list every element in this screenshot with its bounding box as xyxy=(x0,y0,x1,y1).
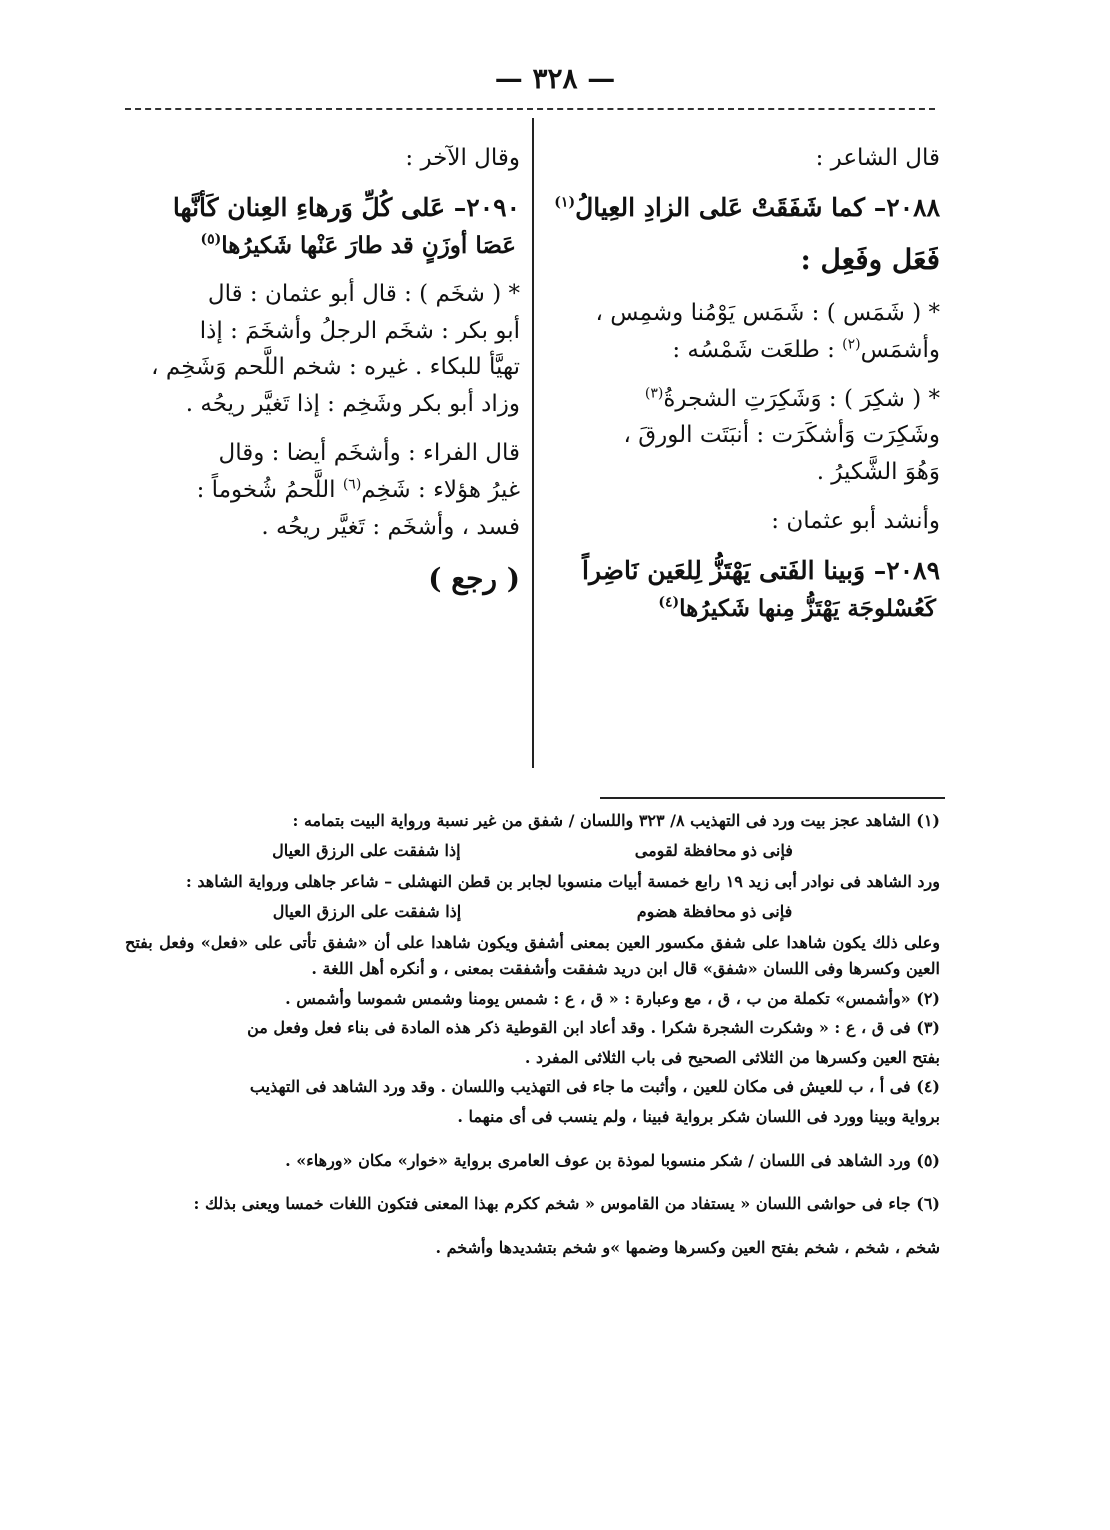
footnote-4-line2: برواية وبينا وورد فى اللسان شكر برواية فبينا ، ولم ينسب فى أى منهما . xyxy=(457,1106,940,1126)
footnote-ref-3: (٣) xyxy=(644,385,664,402)
entry-shakhem xyxy=(122,276,520,423)
footnote-ref-1: (١) xyxy=(554,194,576,211)
verse-2090 xyxy=(122,189,520,264)
section-title: فَعَل وفَعِل : xyxy=(800,243,940,277)
entry-shams-line2: وأشمَس xyxy=(860,336,940,363)
para-farra-line1: قال الفراء : وأشخَم أيضا : وقال xyxy=(218,439,520,466)
footnote-1-verse-2 xyxy=(185,899,880,925)
footnote-1-verse-d: إذا شفقت على الرزق العيال xyxy=(272,901,462,921)
footnote-gap xyxy=(125,1221,940,1235)
footnote-1-verse-a: فإنى ذو محافظة لقومى xyxy=(634,840,793,860)
entry-shams-line3: : طلعَت شَمْسُه : xyxy=(672,336,835,363)
entry-shams-line1: * ( شَمَس ) : شَمَس يَوْمُنا وشمِس ، xyxy=(595,300,940,327)
footnote-1-verse-c: فإنى ذو محافظة هضوم xyxy=(636,901,793,921)
footnote-3-line2: بفتح العين وكسرها من الثلاثى الصحيح فى باب الثلاثى المفرد . xyxy=(524,1047,940,1067)
page-number: — ٣٢٨ — xyxy=(494,62,616,95)
footnote-6-line2: شخم ، شخم ، شخم بفتح العين وكسرها وضمها »و شخم بتشديدها وأشخم . xyxy=(435,1237,940,1257)
footnote-1-line3: وعلى ذلك يكون شاهدا على شفق مكسور العين بمعنى أشفق ويكون شاهدا على أن «شفق تأتى على «فعل» وفعل بفتح العين وكسرها وفى اللسان «شفق» قال ابن دريد شفقت وأشفقت بمعنى ، و أنكره أهل اللغة . xyxy=(125,933,940,978)
footnotes xyxy=(125,808,940,1264)
para-farra-line2b: اللَّحمُ شُخوماً : xyxy=(196,476,336,503)
footnote-ref-4: (٤) xyxy=(658,595,680,612)
verse-2090-line2: عَصَا أوزَنٍ قد طارَ عَنْها شَكيرُها xyxy=(221,232,516,260)
entry-shakhem-line2: أبو بكر : شخَم الرجلُ وأشخَمَ : إذا xyxy=(199,317,520,344)
footnote-1-line2: ورد الشاهد فى نوادر أبى زيد ١٩ رابع خمسة أبيات منسوبا لجابر بن قطن النهشلى – شاعر جاهلى ورواية الشاهد : xyxy=(185,872,940,892)
footnote-ref-6: (٦) xyxy=(342,476,362,493)
entry-shakar xyxy=(548,381,940,491)
poet-intro: قال الشاعر : xyxy=(815,145,940,171)
verse-2089-line2: كَعُسْلوجَة يَهْتَزُّ مِنها شَكيرُها xyxy=(679,595,936,623)
column-divider xyxy=(532,118,534,768)
footnote-2: (٢) «وأشمس» تكملة من ب ، ق ، مع وعبارة : « ق ، ع : شمس يومنا وشمس شموسا وأشمس . xyxy=(285,988,940,1008)
footnote-4-line1: (٤) فى أ ، ب للعيش فى مكان للعين ، وأثبت ما جاء فى التهذيب واللسان . وقد ورد الشاهد فى التهذيب xyxy=(249,1077,940,1097)
poet-intro-other: وقال الآخر : xyxy=(405,145,520,171)
verse-2089-line1: ٢٠٨٩– وَبينا الفَتى يَهْتَزُّ لِلعَين نَاضِراً xyxy=(582,555,940,585)
footnote-gap xyxy=(125,1134,940,1148)
verse-2088-text: ٢٠٨٨– كما شَفَقَتْ عَلى الزادِ العِيالُ xyxy=(575,192,940,222)
para-farra xyxy=(122,435,520,545)
poet-intro-2: وأنشد أبو عثمان : xyxy=(771,508,940,535)
footnote-ref-5: (٥) xyxy=(200,231,222,248)
para-farra-line2: غيرُ هؤلاء : شَخِم xyxy=(361,476,520,503)
entry-shakhem-line3: تهيَّأ للبكاء . غيره : شخم اللَّحم وَشَخِم ، xyxy=(151,354,520,381)
entry-shakar-line1: * ( شكِرَ ) : وَشَكِرَتِ الشجرةُ xyxy=(663,385,940,412)
entry-shams xyxy=(548,295,940,369)
footnote-1-verse-b: إذا شفقت على الرزق العيال xyxy=(272,840,461,860)
entry-shakar-line2: وشَكِرَت وَأشكَرَت : أنبَتَت الورقَ ، xyxy=(623,422,940,449)
entry-shakhem-line1: * ( شخَم ) : قال أبو عثمان : قال xyxy=(207,280,520,307)
header-rule xyxy=(125,108,935,110)
footnote-rule xyxy=(600,797,945,799)
footnote-1-verse-1 xyxy=(185,838,880,864)
right-column xyxy=(548,140,940,639)
verse-2090-line1: ٢٠٩٠– عَلى كُلِّ وَرهاءِ العِنان كَأنَّها xyxy=(172,192,520,222)
verse-2089 xyxy=(548,552,940,627)
para-farra-line3: فسد ، وأشخَم : تَغيَّر ريحُه . xyxy=(261,513,520,540)
footnote-1-line1: (١) الشاهد عجز بيت ورد فى التهذيب ٨/ ٣٢٣ واللسان / شفق من غير نسبة ورواية البيت بتمامه : xyxy=(292,811,940,830)
verse-2088 xyxy=(548,189,940,227)
footnote-gap xyxy=(125,1177,940,1191)
footnote-3-line1: (٣) فى ق ، ع : « وشكرت الشجرة شكرا . وقد أعاد ابن القوطية ذكر هذه المادة فى بناء فعل وفعل من xyxy=(247,1018,940,1038)
footnote-6-line1: (٦) جاء فى حواشى اللسان « يستفاد من القاموس « شخم ككرم بهذا المعنى فتكون اللغات خمسا ويعنى بذلك : xyxy=(193,1194,940,1214)
entry-shakar-line3: وَهُوَ الشَّكيرُ . xyxy=(816,459,940,486)
footnote-5: (٥) ورد الشاهد فى اللسان / شكر منسوبا لموذة بن عوف العامرى برواية «خوار» مكان «ورهاء» . xyxy=(285,1150,940,1170)
entry-shakhem-line4: وزاد أبو بكر وشَخِم : إذا تَغيَّر ريحُه . xyxy=(185,391,520,418)
return-mark: ( رجع ) xyxy=(428,562,520,596)
footnote-ref-2: (٢) xyxy=(842,336,861,353)
left-column xyxy=(122,140,520,614)
